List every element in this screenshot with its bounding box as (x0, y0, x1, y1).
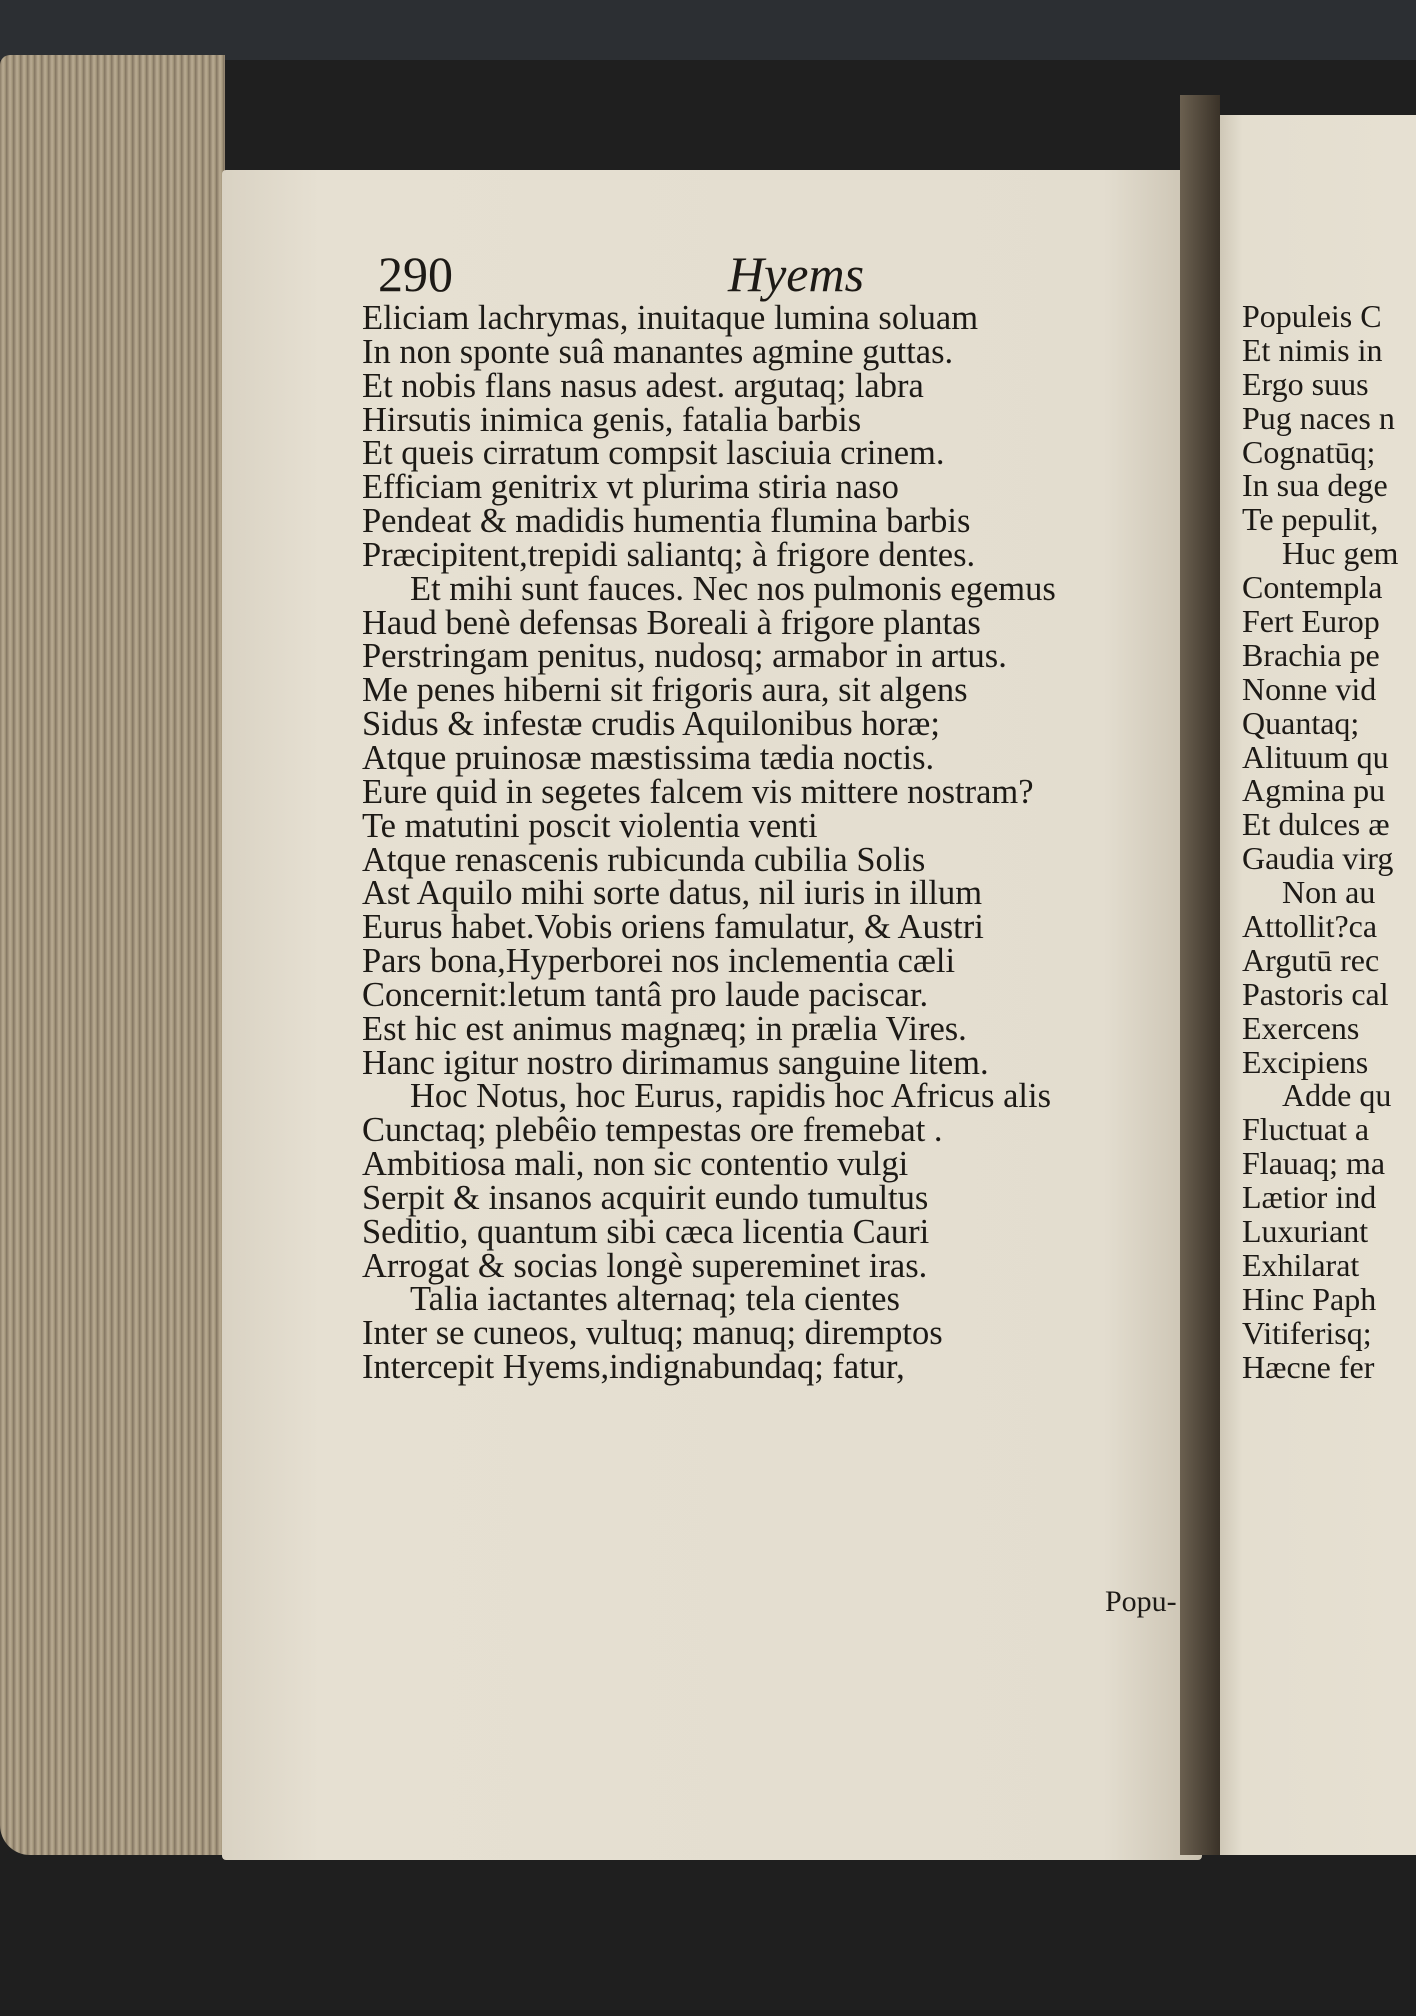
right-verse-line: Te pepulit, (1242, 501, 1379, 538)
right-verse-line: Lætior ind (1242, 1179, 1377, 1216)
verse-line: Eure quid in segetes falcem vis mittere nostram? (362, 772, 1034, 811)
right-verse-line: Brachia pe (1242, 636, 1380, 673)
verse-line: Atque pruinosæ mæstissima tædia noctis. (362, 738, 935, 777)
verse-line: In non sponte suâ manantes agmine guttas. (362, 332, 954, 371)
verse-line: Perstringam penitus, nudosq; armabor in artus. (362, 637, 1007, 676)
right-verse-line: Pug naces n (1242, 399, 1395, 436)
verse-line: Pendeat & madidis humentia flumina barbis (362, 502, 971, 541)
right-verse-line: Gaudia virg (1242, 840, 1394, 877)
right-verse-line: Populeis C (1242, 300, 1382, 334)
right-verse-line: Hinc Paph (1242, 1280, 1377, 1317)
right-verse-line: Attollit?ca (1242, 908, 1378, 945)
verse-line: Et nobis flans nasus adest. argutaq; labra (362, 366, 924, 405)
verse-line: Efficiam genitrix vt plurima stiria naso (362, 468, 899, 507)
verse-line: Ambitiosa mali, non sic contentio vulgi (362, 1145, 909, 1184)
verse-line: Præcipitent,trepidi saliantq; à frigore dentes. (362, 535, 976, 574)
verse-line: Serpit & insanos acquirit eundo tumultus (362, 1178, 929, 1217)
right-verse-line: Adde qu (1282, 1077, 1392, 1114)
right-verse-line: Fert Europ (1242, 603, 1380, 640)
right-verse-line: Excipiens (1242, 1043, 1369, 1080)
right-verse-line: Exercens (1242, 1009, 1360, 1046)
verse-line: Ast Aquilo mihi sorte datus, nil iuris in illum (362, 874, 983, 913)
verse-line: Hoc Notus, hoc Eurus, rapidis hoc Africus alis (410, 1077, 1052, 1116)
catchword: Popu- (1105, 1585, 1177, 1618)
background-strip (0, 0, 1416, 60)
right-verse-line: Flauaq; ma (1242, 1145, 1386, 1182)
page-number: 290 (378, 246, 453, 302)
verse-line: Hanc igitur nostro dirimamus sanguine litem. (362, 1043, 989, 1082)
verse-line: Me penes hiberni sit frigoris aura, sit algens (362, 671, 968, 710)
verse-line: Seditio, quantum sibi cæca licentia Cauri (362, 1212, 930, 1251)
verse-block-left (362, 299, 1182, 1387)
verse-line: Intercepit Hyems,indignabundaq; fatur, (362, 1348, 905, 1387)
verse-line: Concernit:letum tantâ pro laude paciscar. (362, 975, 929, 1014)
verse-line: Haud benè defensas Boreali à frigore plantas (362, 603, 981, 642)
right-verse-line: Agmina pu (1242, 772, 1386, 809)
right-verse-line: Fluctuat a (1242, 1111, 1370, 1148)
right-verse-line: Alituum qu (1242, 738, 1389, 775)
verse-line: Est hic est animus magnæq; in prælia Vires. (362, 1009, 967, 1048)
right-verse-line: Cognatūq; (1242, 433, 1376, 470)
right-verse-line: Vitiferisq; (1242, 1314, 1372, 1351)
verse-line: Inter se cuneos, vultuq; manuq; diremptos (362, 1314, 943, 1353)
verse-line: Te matutini poscit violentia venti (362, 806, 818, 845)
verse-line: Hirsutis inimica genis, fatalia barbis (362, 400, 862, 439)
right-verse-line: Pastoris cal (1242, 975, 1389, 1012)
right-verse-line: Et dulces æ (1242, 806, 1390, 843)
verse-line: Cunctaq; plebêio tempestas ore fremebat . (362, 1111, 943, 1150)
right-verse-line: Exhilarat (1242, 1246, 1360, 1283)
page-edges (0, 55, 225, 1855)
right-verse-line: Luxuriant (1242, 1213, 1369, 1250)
right-verse-line: Nonne vid (1242, 670, 1377, 707)
verse-line: Pars bona,Hyperborei nos inclementia cæli (362, 942, 956, 981)
right-verse-line: Et nimis in (1242, 331, 1383, 368)
verse-line: Sidus & infestæ crudis Aquilonibus horæ; (362, 705, 940, 744)
right-verse-line: Contempla (1242, 569, 1383, 606)
right-verse-line: Argutū rec (1242, 941, 1380, 978)
right-verse-line: Ergo suus (1242, 365, 1369, 402)
right-verse-line: In sua dege (1242, 467, 1388, 504)
right-verse-line: Hæcne fer (1242, 1348, 1375, 1385)
spine-gutter (1180, 95, 1220, 1855)
verse-block-right (1242, 300, 1416, 1385)
verse-line: Eurus habet.Vobis oriens famulatur, & Austri (362, 908, 984, 947)
verse-line: Eliciam lachrymas, inuitaque lumina soluam (362, 299, 979, 337)
right-verse-line: Quantaq; (1242, 704, 1360, 741)
verse-line: Et mihi sunt fauces. Nec nos pulmonis egemus (410, 569, 1056, 608)
verse-line: Arrogat & socias longè supereminet iras. (362, 1246, 928, 1285)
verse-line: Talia iactantes alternaq; tela cientes (410, 1280, 900, 1319)
right-verse-line: Non au (1282, 874, 1376, 911)
verse-line: Atque renascenis rubicunda cubilia Solis (362, 840, 926, 879)
verse-line: Et queis cirratum compsit lasciuia crinem. (362, 434, 945, 473)
running-head: Hyems (728, 246, 865, 302)
right-verse-line: Huc gem (1282, 535, 1399, 572)
